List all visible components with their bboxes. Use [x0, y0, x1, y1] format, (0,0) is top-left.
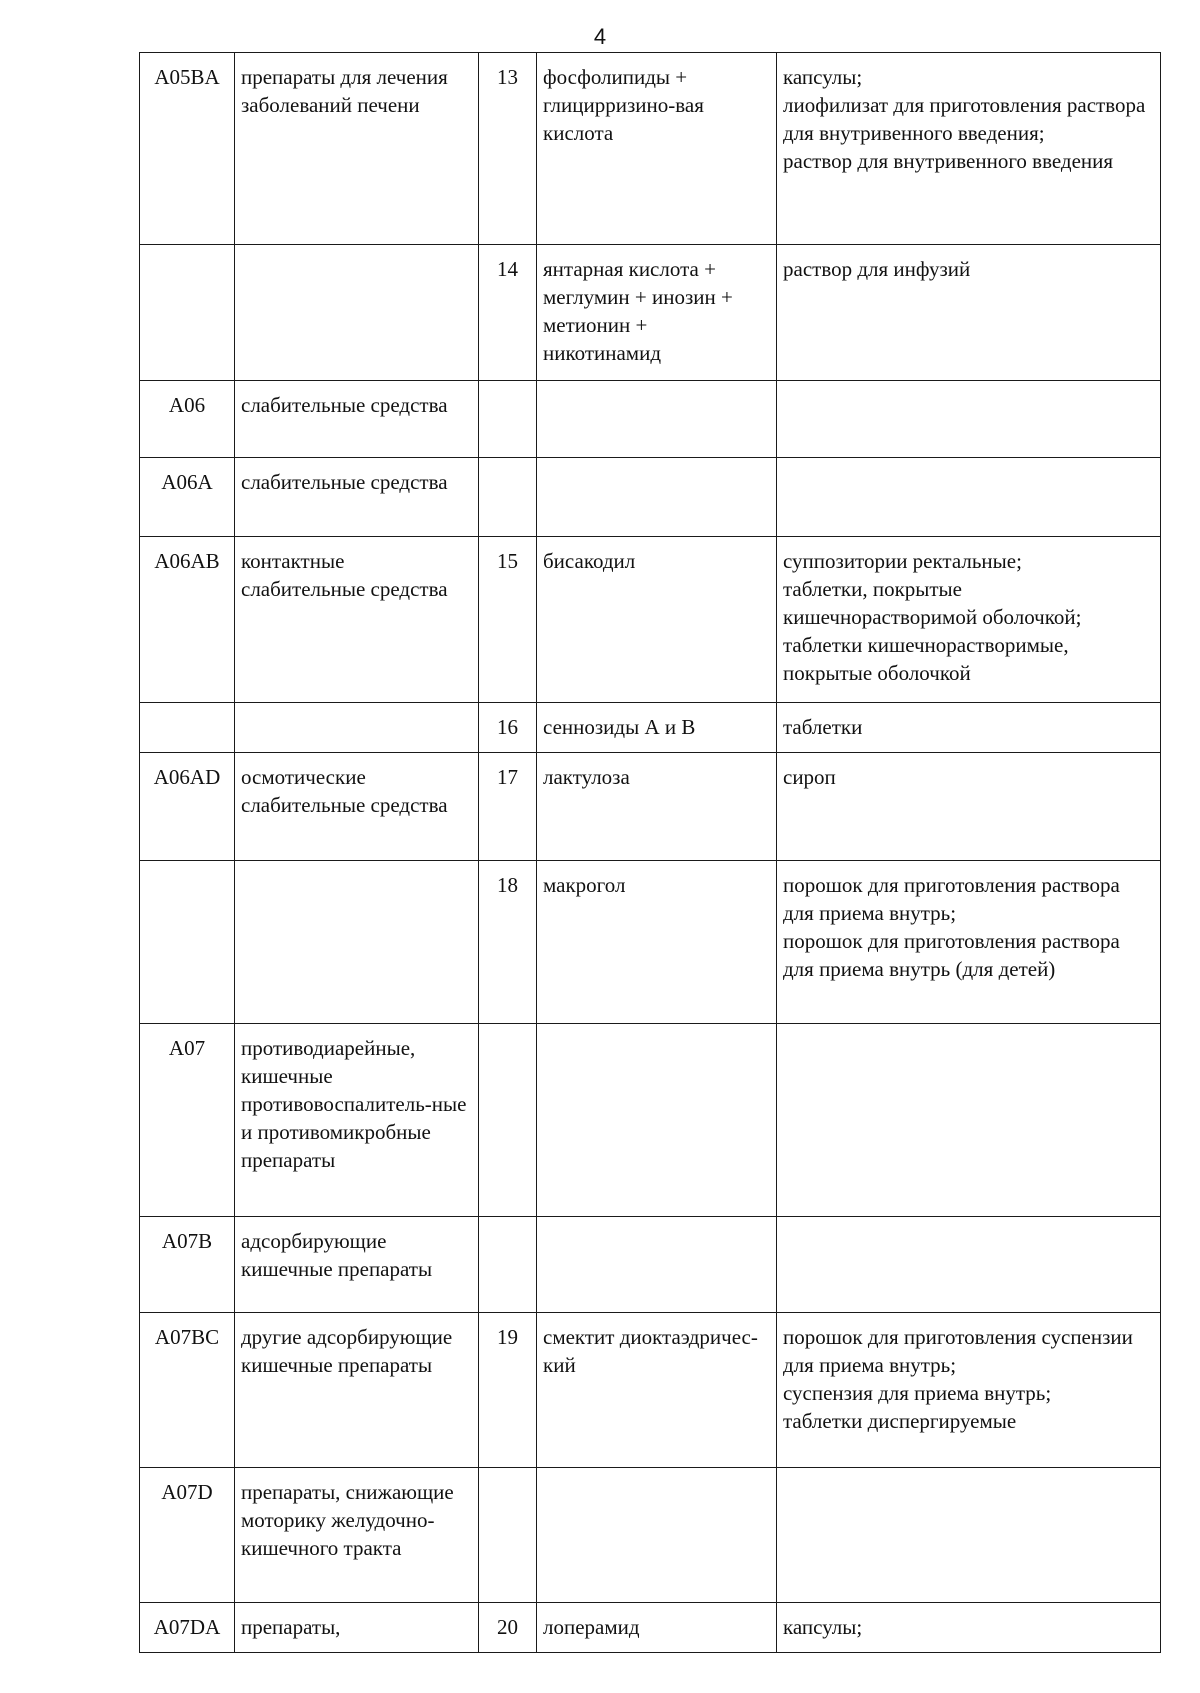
- table-row: [140, 381, 1161, 458]
- atc-code: [140, 245, 235, 381]
- anatomical-group: [235, 861, 479, 1024]
- dosage-forms: таблетки: [777, 703, 1161, 753]
- row-number: 19: [479, 1313, 537, 1468]
- row-number: 18: [479, 861, 537, 1024]
- drug-substance: [537, 1024, 777, 1217]
- table-row: [140, 537, 1161, 703]
- table-row: [140, 1313, 1161, 1468]
- anatomical-group: контактные слабительные средства: [235, 537, 479, 703]
- table-row: [140, 53, 1161, 245]
- dosage-forms: [777, 458, 1161, 537]
- anatomical-group: слабительные средства: [235, 458, 479, 537]
- dosage-forms: [777, 1217, 1161, 1313]
- anatomical-group: препараты для лечения заболеваний печени: [235, 53, 479, 245]
- atc-code: A06A: [140, 458, 235, 537]
- drug-substance: [537, 381, 777, 458]
- anatomical-group: препараты,: [235, 1603, 479, 1653]
- anatomical-group: противодиарейные, кишечные противовоспалитель-ные и противомикробные препараты: [235, 1024, 479, 1217]
- table-row: [140, 245, 1161, 381]
- dosage-forms: [777, 1024, 1161, 1217]
- drug-substance: макрогол: [537, 861, 777, 1024]
- drug-substance: [537, 458, 777, 537]
- row-number: 17: [479, 753, 537, 861]
- table-row: [140, 1217, 1161, 1313]
- atc-code: A07D: [140, 1468, 235, 1603]
- row-number: [479, 1468, 537, 1603]
- dosage-forms: [777, 381, 1161, 458]
- atc-code: [140, 703, 235, 753]
- dosage-forms: порошок для приготовления раствора для приема внутрь; порошок для приготовления раствора для приема внутрь (для детей): [777, 861, 1161, 1024]
- anatomical-group: [235, 703, 479, 753]
- drug-substance: янтарная кислота + меглумин + инозин + метионин + никотинамид: [537, 245, 777, 381]
- atc-code: [140, 861, 235, 1024]
- dosage-forms: капсулы;: [777, 1603, 1161, 1653]
- table-row: [140, 1024, 1161, 1217]
- atc-code: A07B: [140, 1217, 235, 1313]
- row-number: 16: [479, 703, 537, 753]
- drug-substance: смектит диоктаэдричес-кий: [537, 1313, 777, 1468]
- drug-substance: фосфолипиды + глицирризино-вая кислота: [537, 53, 777, 245]
- row-number: [479, 1217, 537, 1313]
- atc-code: A06AD: [140, 753, 235, 861]
- drug-substance: бисакодил: [537, 537, 777, 703]
- row-number: [479, 381, 537, 458]
- atc-code: A07: [140, 1024, 235, 1217]
- atc-code: A06AB: [140, 537, 235, 703]
- table-row: [140, 703, 1161, 753]
- drug-substance: [537, 1468, 777, 1603]
- table-row: [140, 861, 1161, 1024]
- drug-substance: лоперамид: [537, 1603, 777, 1653]
- atc-code: A06: [140, 381, 235, 458]
- page-number: 4: [593, 24, 607, 49]
- row-number: 14: [479, 245, 537, 381]
- drug-substance: лактулоза: [537, 753, 777, 861]
- dosage-forms: порошок для приготовления суспензии для приема внутрь; суспензия для приема внутрь; таблетки диспергируемые: [777, 1313, 1161, 1468]
- anatomical-group: другие адсорбирующие кишечные препараты: [235, 1313, 479, 1468]
- table-row: [140, 458, 1161, 537]
- anatomical-group: слабительные средства: [235, 381, 479, 458]
- drug-substance: сеннозиды А и В: [537, 703, 777, 753]
- dosage-forms: капсулы; лиофилизат для приготовления раствора для внутривенного введения; раствор для внутривенного введения: [777, 53, 1161, 245]
- atc-code: A07BC: [140, 1313, 235, 1468]
- dosage-forms: сироп: [777, 753, 1161, 861]
- drug-substance: [537, 1217, 777, 1313]
- dosage-forms: раствор для инфузий: [777, 245, 1161, 381]
- medication-table: [139, 52, 1161, 1653]
- anatomical-group: осмотические слабительные средства: [235, 753, 479, 861]
- row-number: 13: [479, 53, 537, 245]
- anatomical-group: [235, 245, 479, 381]
- table-row: [140, 1603, 1161, 1653]
- table-row: [140, 1468, 1161, 1603]
- row-number: [479, 1024, 537, 1217]
- atc-code: A05BA: [140, 53, 235, 245]
- atc-code: A07DA: [140, 1603, 235, 1653]
- row-number: 15: [479, 537, 537, 703]
- row-number: 20: [479, 1603, 537, 1653]
- table-row: [140, 753, 1161, 861]
- anatomical-group: адсорбирующие кишечные препараты: [235, 1217, 479, 1313]
- anatomical-group: препараты, снижающие моторику желудочно-кишечного тракта: [235, 1468, 479, 1603]
- dosage-forms: [777, 1468, 1161, 1603]
- dosage-forms: суппозитории ректальные; таблетки, покрытые кишечнорастворимой оболочкой; таблетки кишечнорастворимые, покрытые оболочкой: [777, 537, 1161, 703]
- row-number: [479, 458, 537, 537]
